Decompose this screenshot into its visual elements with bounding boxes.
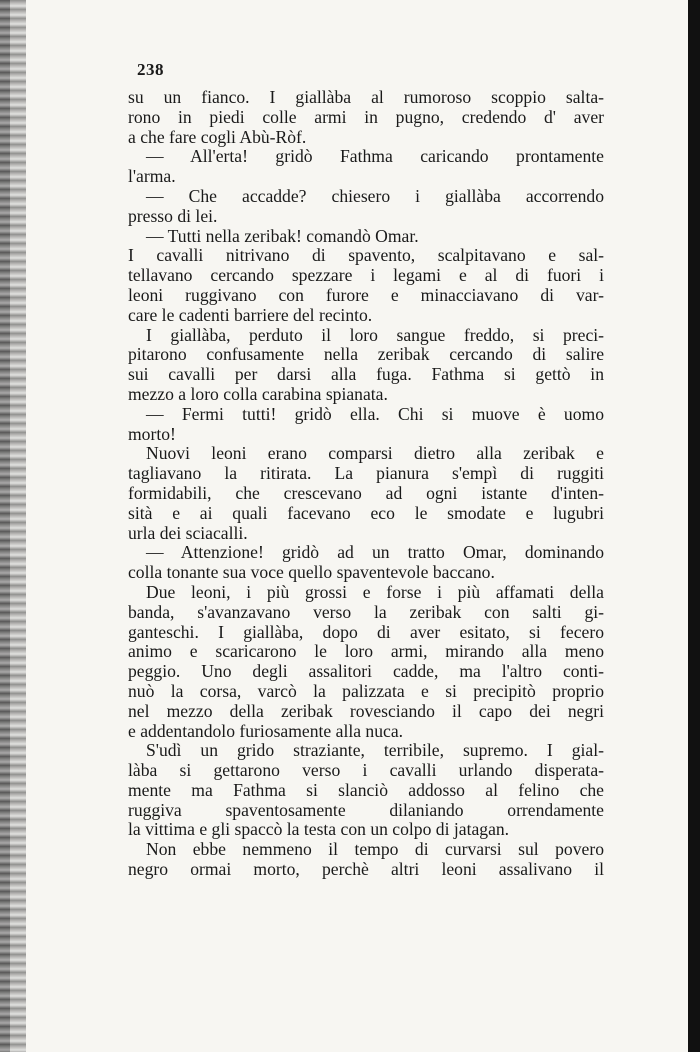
text-line: — Tutti nella zeribak! comandò Omar. <box>146 226 419 246</box>
text-line: — Attenzione! gridò ad un tratto Omar, dominando <box>146 543 604 563</box>
text-line: nuò la corsa, varcò la palizzata e si precipitò proprio <box>128 681 604 701</box>
text-line: I cavalli nitrivano di spavento, scalpitavano e sal- <box>128 246 604 266</box>
text-line: su un fianco. I giallàba al rumoroso scoppio salta- <box>128 88 604 107</box>
text-line: ruggiva spaventosamente dilaniando orrendamente <box>128 800 604 820</box>
text-line: tellavano cercando spezzare i legami e al di fuori i <box>128 266 604 286</box>
text-line: animo e scaricarono le loro armi, mirando alla meno <box>128 642 604 662</box>
text-line: S'udì un grido straziante, terribile, supremo. I gial- <box>146 741 604 761</box>
text-line: colla tonante sua voce quello spaventevole baccano. <box>128 563 495 583</box>
text-line: mente ma Fathma si slanciò addosso al felino che <box>128 780 604 800</box>
text-line: mezzo a loro colla carabina spianata. <box>128 384 388 404</box>
text-line: sui cavalli per darsi alla fuga. Fathma si gettò in <box>128 365 604 385</box>
text-line: nel mezzo della zeribak rovesciando il capo dei negri <box>128 701 604 721</box>
text-line: a che fare cogli Abù-Ròf. <box>128 127 307 147</box>
text-line: formidabili, che crescevano ad ogni istante d'inten- <box>128 483 604 503</box>
scan-binding-edge <box>0 0 26 1052</box>
text-line: — Che accadde? chiesero i giallàba accorrendo <box>146 186 604 206</box>
text-line: care le cadenti barriere del recinto. <box>128 305 373 325</box>
scan-right-edge <box>688 0 700 1052</box>
text-line: leoni ruggivano con furore e minacciavano di var- <box>128 285 604 305</box>
text-line: ganteschi. I giallàba, dopo di aver esitato, si fecero <box>128 622 604 642</box>
text-line: I giallàba, perduto il loro sangue freddo, si preci- <box>146 325 604 345</box>
page-number: 238 <box>137 60 164 79</box>
text-line: peggio. Uno degli assalitori cadde, ma l'altro conti- <box>128 662 604 682</box>
text-line: morto! <box>128 424 176 444</box>
text-line: rono in piedi colle armi in pugno, credendo d' aver <box>128 107 604 127</box>
text-line: e addentandolo furiosamente alla nuca. <box>128 721 404 741</box>
text-line: tagliavano la ritirata. La pianura s'empì di ruggiti <box>128 464 604 484</box>
text-line: Non ebbe nemmeno il tempo di curvarsi sul povero <box>146 840 604 860</box>
text-line: — Fermi tutti! gridò ella. Chi si muove è uomo <box>146 404 604 424</box>
text-line: Nuovi leoni erano comparsi dietro alla zeribak e <box>146 444 604 464</box>
text-line: Due leoni, i più grossi e forse i più affamati della <box>146 582 604 602</box>
text-line: pitarono confusamente nella zeribak cercando di salire <box>128 345 604 365</box>
text-line: presso di lei. <box>128 206 218 226</box>
text-line: negro ormai morto, perchè altri leoni assalivano il <box>128 860 604 880</box>
text-line: banda, s'avanzavano verso la zeribak con salti gi- <box>128 602 604 622</box>
text-line: làba si gettarono verso i cavalli urlando disperata- <box>128 761 604 781</box>
text-line: urla dei sciacalli. <box>128 523 248 543</box>
text-line: l'arma. <box>128 167 176 187</box>
body-text <box>128 88 604 880</box>
text-line: sità e ai quali facevano eco le smodate e lugubri <box>128 503 604 523</box>
text-line: — All'erta! gridò Fathma caricando prontamente <box>146 147 604 167</box>
text-line: la vittima e gli spaccò la testa con un colpo di jatagan. <box>128 820 510 840</box>
